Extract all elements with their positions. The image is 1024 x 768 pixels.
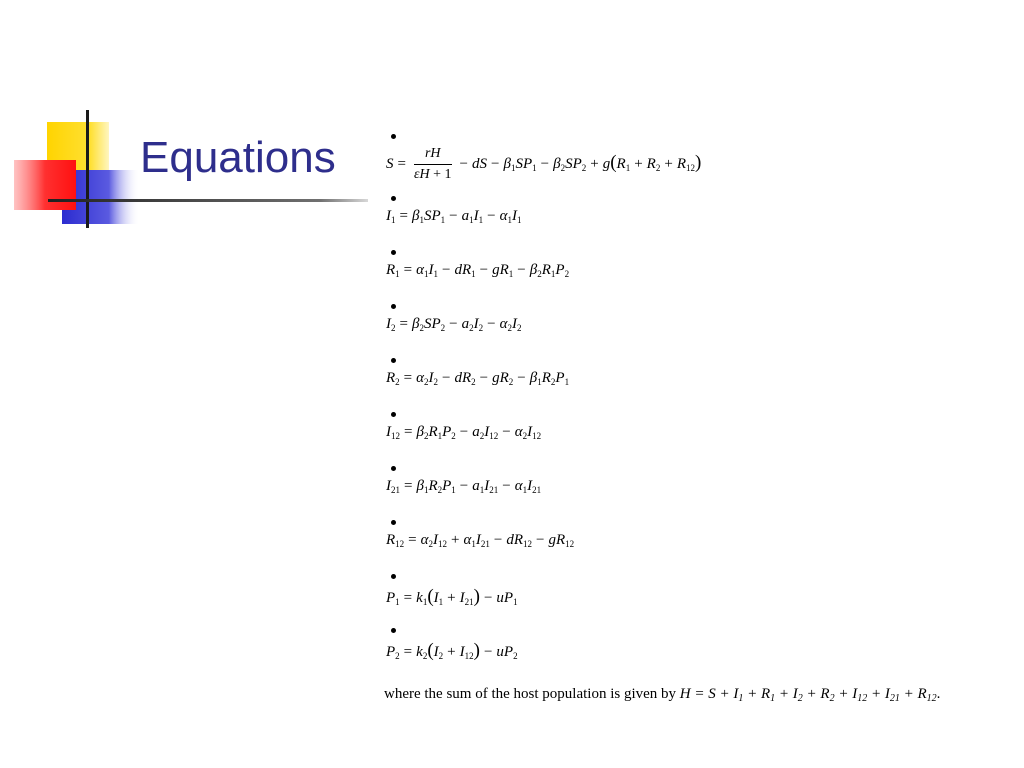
equation-text: $P_2 = k_2(I_2 + I_{12}) - uP_2$: [386, 640, 518, 661]
time-derivative-dot: [391, 628, 396, 633]
equation-text: S = $\frac{rH}{\varepsilon H + 1}$ − dS − $\beta_1SP_1 - \beta_2SP_2 + g(R_1 + R_2 + R_{12})$: [386, 146, 702, 182]
time-derivative-dot: [391, 466, 396, 471]
equation-text: $P_1 = k_1(I_1 + I_{21}) - uP_1$: [386, 586, 518, 607]
corner-decoration: [0, 0, 380, 240]
equation-text: $R_2 = \alpha_2I_2 - dR_2 - gR_2 - \beta_1R_2P_1$: [386, 370, 570, 387]
vertical-rule: [86, 110, 89, 228]
equation-text: $R_{12} = \alpha_2I_{12} + \alpha_1I_{21} - dR_{12} - gR_{12}$: [386, 532, 575, 549]
equation-text: $I_{21} = \beta_1R_2P_1 - a_1I_{21} - \alpha_1I_{21}$: [386, 478, 542, 495]
equation-text: $R_1 = \alpha_1I_1 - dR_1 - gR_1 - \beta_2R_1P_2$: [386, 262, 570, 279]
time-derivative-dot: [391, 574, 396, 579]
red-square: [14, 160, 76, 210]
equation-text: $I_{12} = \beta_2R_1P_2 - a_2I_{12} - \alpha_2I_{12}$: [386, 424, 542, 441]
note-prefix: where the sum of the host population is given by: [384, 686, 680, 702]
time-derivative-dot: [391, 358, 396, 363]
note-formula: $H = S + I_1 + R_1 + I_2 + R_2 + I_{12} + I_{21} + R_{12}$: [679, 686, 937, 704]
slide-title: Equations: [140, 133, 336, 182]
equation-text: $I_1 = \beta_1SP_1 - a_1I_1 - \alpha_1I_1$: [386, 208, 522, 225]
host-population-note: where the sum of the host population is given by $H = S + I_1 + R_1 + I_2 + R_2 + I_{12} + I_{21} + R_{12}$.: [384, 686, 941, 704]
time-derivative-dot: [391, 196, 396, 201]
time-derivative-dot: [391, 520, 396, 525]
time-derivative-dot: [391, 412, 396, 417]
horizontal-rule: [48, 199, 368, 202]
time-derivative-dot: [391, 250, 396, 255]
equation-text: $I_2 = \beta_2SP_2 - a_2I_2 - \alpha_2I_2$: [386, 316, 522, 333]
time-derivative-dot: [391, 134, 396, 139]
time-derivative-dot: [391, 304, 396, 309]
